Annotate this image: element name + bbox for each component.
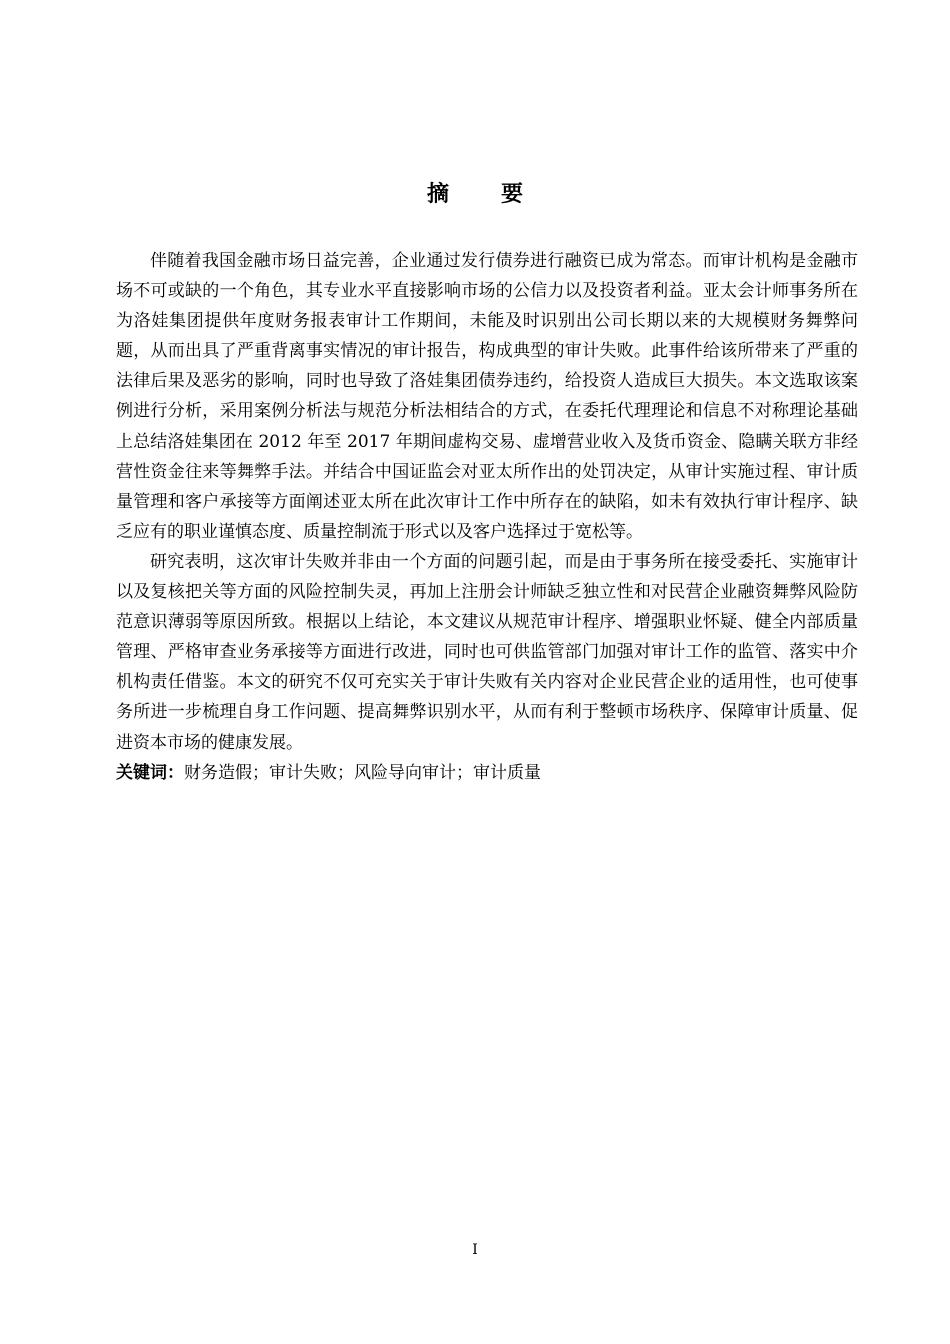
abstract-paragraph-2: 研究表明，这次审计失败并非由一个方面的问题引起，而是由于事务所在接受委托、实施审计以及复核把关等方面的风险控制失灵，再加上注册会计师缺乏独立性和对民营企业融资舞弊风险防范意识薄弱等原因所致。根据以上结论，本文建议从规范审计程序、增强职业怀疑、健全内部质量管理、严格审查业务承接等方面进行改进，同时也可供监管部门加强对审计工作的监管、落实中介机构责任借鉴。本文的研究不仅可充实关于审计失败有关内容对企业民营企业的适用性，也可使事务所进一步梳理自身工作问题、提高舞弊识别水平，从而有利于整顿市场秩序、保障审计质量、促进资本市场的健康发展。	[116, 551, 858, 753]
abstract-title	[0, 179, 950, 211]
abstract-title-char-1: 摘	[426, 182, 449, 207]
keywords-line	[116, 758, 858, 788]
abstract-body	[116, 246, 858, 788]
page-number: I	[472, 1242, 478, 1258]
keywords-text: 财务造假；审计失败；风险导向审计；审计质量	[184, 762, 541, 783]
keywords-label: 关键词：	[116, 762, 184, 783]
abstract-title-char-2: 要	[501, 182, 524, 207]
abstract-paragraph-1: 伴随着我国金融市场日益完善，企业通过发行债券进行融资已成为常态。而审计机构是金融市场不可或缺的一个角色，其专业水平直接影响市场的公信力以及投资者利益。亚太会计师事务所在为洛娃集团提供年度财务报表审计工作期间，未能及时识别出公司长期以来的大规模财务舞弊问题，从而出具了严重背离事实情况的审计报告，构成典型的审计失败。此事件给该所带来了严重的法律后果及恶劣的影响，同时也导致了洛娃集团债券违约，给投资人造成巨大损失。本文选取该案例进行分析，采用案例分析法与规范分析法相结合的方式，在委托代理理论和信息不对称理论基础上总结洛娃集团在 2012 年至 2017 年期间虚构交易、虚增营业收入及货币资金、隐瞒关联方非经营性资金往来等舞弊手法。并结合中国证监会对亚太所作出的处罚决定，从审计实施过程、审计质量管理和客户承接等方面阐述亚太所在此次审计工作中所存在的缺陷，如未有效执行审计程序、缺乏应有的职业谨慎态度、质量控制流于形式以及客户选择过于宽松等。	[116, 251, 858, 542]
